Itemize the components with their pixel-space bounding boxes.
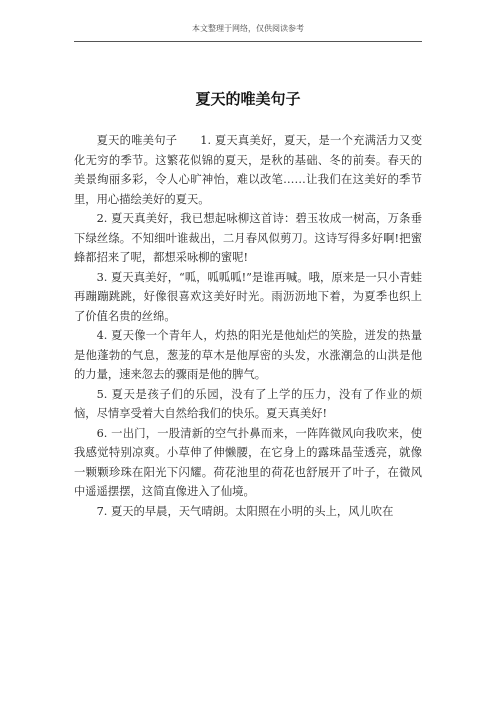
paragraph: 4. 夏天像一个青年人，灼热的阳光是他灿烂的笑脸，迸发的热量是他蓬勃的气息，葱茏的草木是他厚密的头发，水涨潮急的山洪是他的力量，速来忽去的骤雨是他的脾气。 <box>74 329 422 381</box>
header-divider <box>74 41 422 42</box>
paragraph: 6. 一出门，一股清新的空气扑鼻而来，一阵阵微风向我吹来，使我感觉特别凉爽。小草伸了伸懒腰，在它身上的露珠晶莹透亮，就像一颗颗珍珠在阳光下闪耀。荷花池里的荷花也舒展开了叶子，在微风中遥遥摆摆，这简直像进入了仙境。 <box>74 426 422 498</box>
paragraph: 5. 夏天是孩子们的乐园，没有了上学的压力，没有了作业的烦恼，尽情享受着大自然给我们的快乐。夏天真美好! <box>74 387 422 420</box>
paragraph: 3. 夏天真美好，“呱，呱呱呱!”是谁再喊。哦，原来是一只小青蛙再蹦蹦跳跳，好像很喜欢这美好时光。雨沥沥地下着，为夏季也织上了价值名贵的丝绵。 <box>74 270 422 323</box>
paragraph: 7. 夏天的早晨，天气晴朗。太阳照在小明的头上，风儿吹在 <box>96 504 394 518</box>
document-body <box>74 131 422 521</box>
page-title: 夏天的唯美句子 <box>195 90 301 109</box>
header-note: 本文整理于网络，仅供阅读参考 <box>192 24 304 33</box>
paragraph: 2. 夏天真美好，我已想起咏柳这首诗：碧玉妆成一树高，万条垂下绿丝绦。不知细叶谁裁出，二月春风似剪刀。这诗写得多好啊!把蜜蜂都招来了呢，都想采咏柳的蜜呢! <box>74 212 422 264</box>
paragraph: 夏天的唯美句子 1. 夏天真美好，夏天，是一个充满活力又变化无穷的季节。这繁花似锦的夏天，是秋的基础、冬的前奏。春天的美景绚丽多彩，令人心旷神怡，难以改笔……让我们在这美好的季节里，用心描绘美好的夏天。 <box>74 134 422 206</box>
